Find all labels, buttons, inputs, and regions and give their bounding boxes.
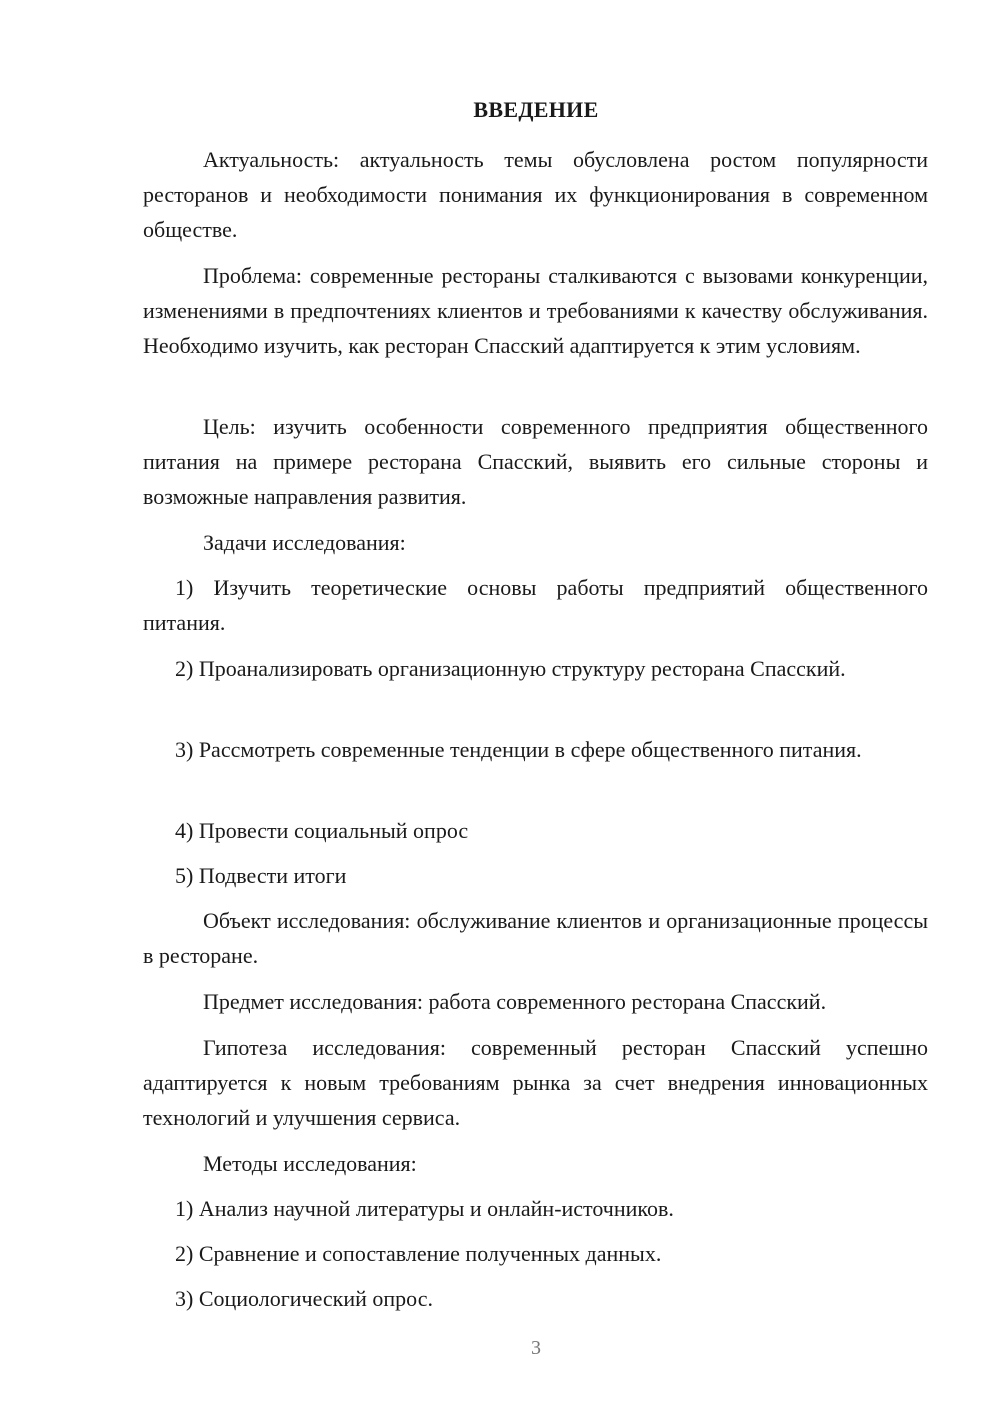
section-title: ВВЕДЕНИЕ	[473, 97, 599, 122]
methods-heading: Методы исследования:	[203, 1151, 417, 1176]
goal-paragraph: Цель: изучить особенности современного предприятия общественного питания на примере ресторана Спасский, выявить его сильные стороны и возможные направления развития.	[143, 414, 928, 509]
object-paragraph: Объект исследования: обслуживание клиентов и организационные процессы в ресторане.	[143, 908, 928, 968]
task-item-4: 4) Провести социальный опрос	[175, 818, 469, 843]
task-item-2: 2) Проанализировать организационную структуру ресторана Спасский.	[175, 656, 846, 681]
problem-paragraph: Проблема: современные рестораны сталкиваются с вызовами конкуренции, изменениями в предпочтениях клиентов и требованиями к качеству обслуживания. Необходимо изучить, как ресторан Спасский адаптируется к этим условиям.	[143, 263, 928, 358]
hypothesis-paragraph: Гипотеза исследования: современный ресторан Спасский успешно адаптируется к новым требованиям рынка за счет внедрения инновационных технологий и улучшения сервиса.	[143, 1035, 928, 1130]
task-item-1: 1) Изучить теоретические основы работы предприятий общественного питания.	[143, 575, 928, 635]
subject-paragraph: Предмет исследования: работа современного ресторана Спасский.	[203, 989, 827, 1014]
page-number: 3	[531, 1337, 541, 1359]
task-item-5: 5) Подвести итоги	[175, 863, 347, 888]
tasks-heading: Задачи исследования:	[203, 530, 406, 555]
relevance-paragraph: Актуальность: актуальность темы обусловлена ростом популярности ресторанов и необходимости понимания их функционирования в современном обществе.	[143, 147, 928, 242]
method-item-3: 3) Социологический опрос.	[175, 1286, 433, 1311]
method-item-1: 1) Анализ научной литературы и онлайн-источников.	[175, 1196, 674, 1221]
method-item-2: 2) Сравнение и сопоставление полученных данных.	[175, 1241, 662, 1266]
task-item-3: 3) Рассмотреть современные тенденции в сфере общественного питания.	[175, 737, 862, 762]
